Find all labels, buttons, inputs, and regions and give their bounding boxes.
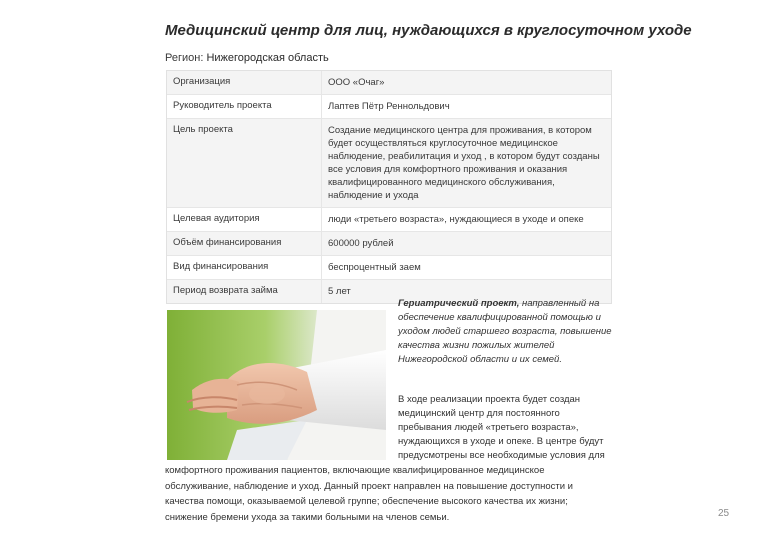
intro-rest: направленный на обеспечение квалифицированной помощью и уходом людей старшего возраста, повышение качества жизни пожилых жителей Нижегородской области и их семей. [398, 298, 612, 365]
table-key: Руководитель проекта [167, 95, 322, 118]
table-row [167, 95, 611, 119]
body-paragraph-2: комфортного проживания пациентов, включающие квалифицированное медицинское обслуживание, наблюдение и уход. Данный проект направлен на повышение доступности и качества помощи, оказываемой целевой группе; обеспечение высокого качества их жизни; снижение бремени ухода за такими больными на членов семьи. [165, 465, 573, 523]
table-value: люди «третьего возраста», нуждающиеся в уходе и опеке [328, 214, 584, 225]
table-key: Целевая аудитория [167, 208, 322, 231]
intro-bold: Гериатрический проект, [398, 298, 520, 309]
table-key: Объём финансирования [167, 232, 322, 255]
body-paragraph-1: В ходе реализации проекта будет создан медицинский центр для постоянного пребывания людей «третьего возраста», нуждающихся в уходе и опеке. В центре будут предусмотрены все необходимые условия для [398, 394, 605, 461]
table-value: ООО «Очаг» [328, 77, 385, 88]
table-key: Цель проекта [167, 119, 322, 207]
holding-hands-photo [167, 310, 386, 460]
table-value: беспроцентный заем [328, 262, 421, 273]
region-value: Нижегородская область [206, 52, 329, 64]
table-key: Вид финансирования [167, 256, 322, 279]
table-value: 600000 рублей [328, 238, 394, 249]
project-info-table [166, 70, 612, 304]
table-row [167, 256, 611, 280]
table-row [167, 119, 611, 208]
region-line [165, 52, 329, 64]
region-label: Регион: [165, 52, 204, 64]
table-value: Создание медицинского центра для проживания, в котором будет осуществляться круглосуточное медицинское наблюдение, реабилитация и уход , в котором будут созданы все условия для комфортного проживания и оказания квалифицированного медицинского обслуживания, наблюдение и ухода [328, 125, 600, 201]
page-title: Медицинский центр для лиц, нуждающихся в круглосуточном уходе [165, 22, 692, 39]
page-number: 25 [718, 508, 730, 519]
table-row [167, 71, 611, 95]
table-row [167, 208, 611, 232]
table-row [167, 232, 611, 256]
intro-paragraph [398, 297, 612, 367]
table-value: Лаптев Пётр Реннольдович [328, 101, 450, 112]
table-key: Период возврата займа [167, 280, 322, 303]
table-value: 5 лет [328, 286, 351, 297]
table-key: Организация [167, 71, 322, 94]
